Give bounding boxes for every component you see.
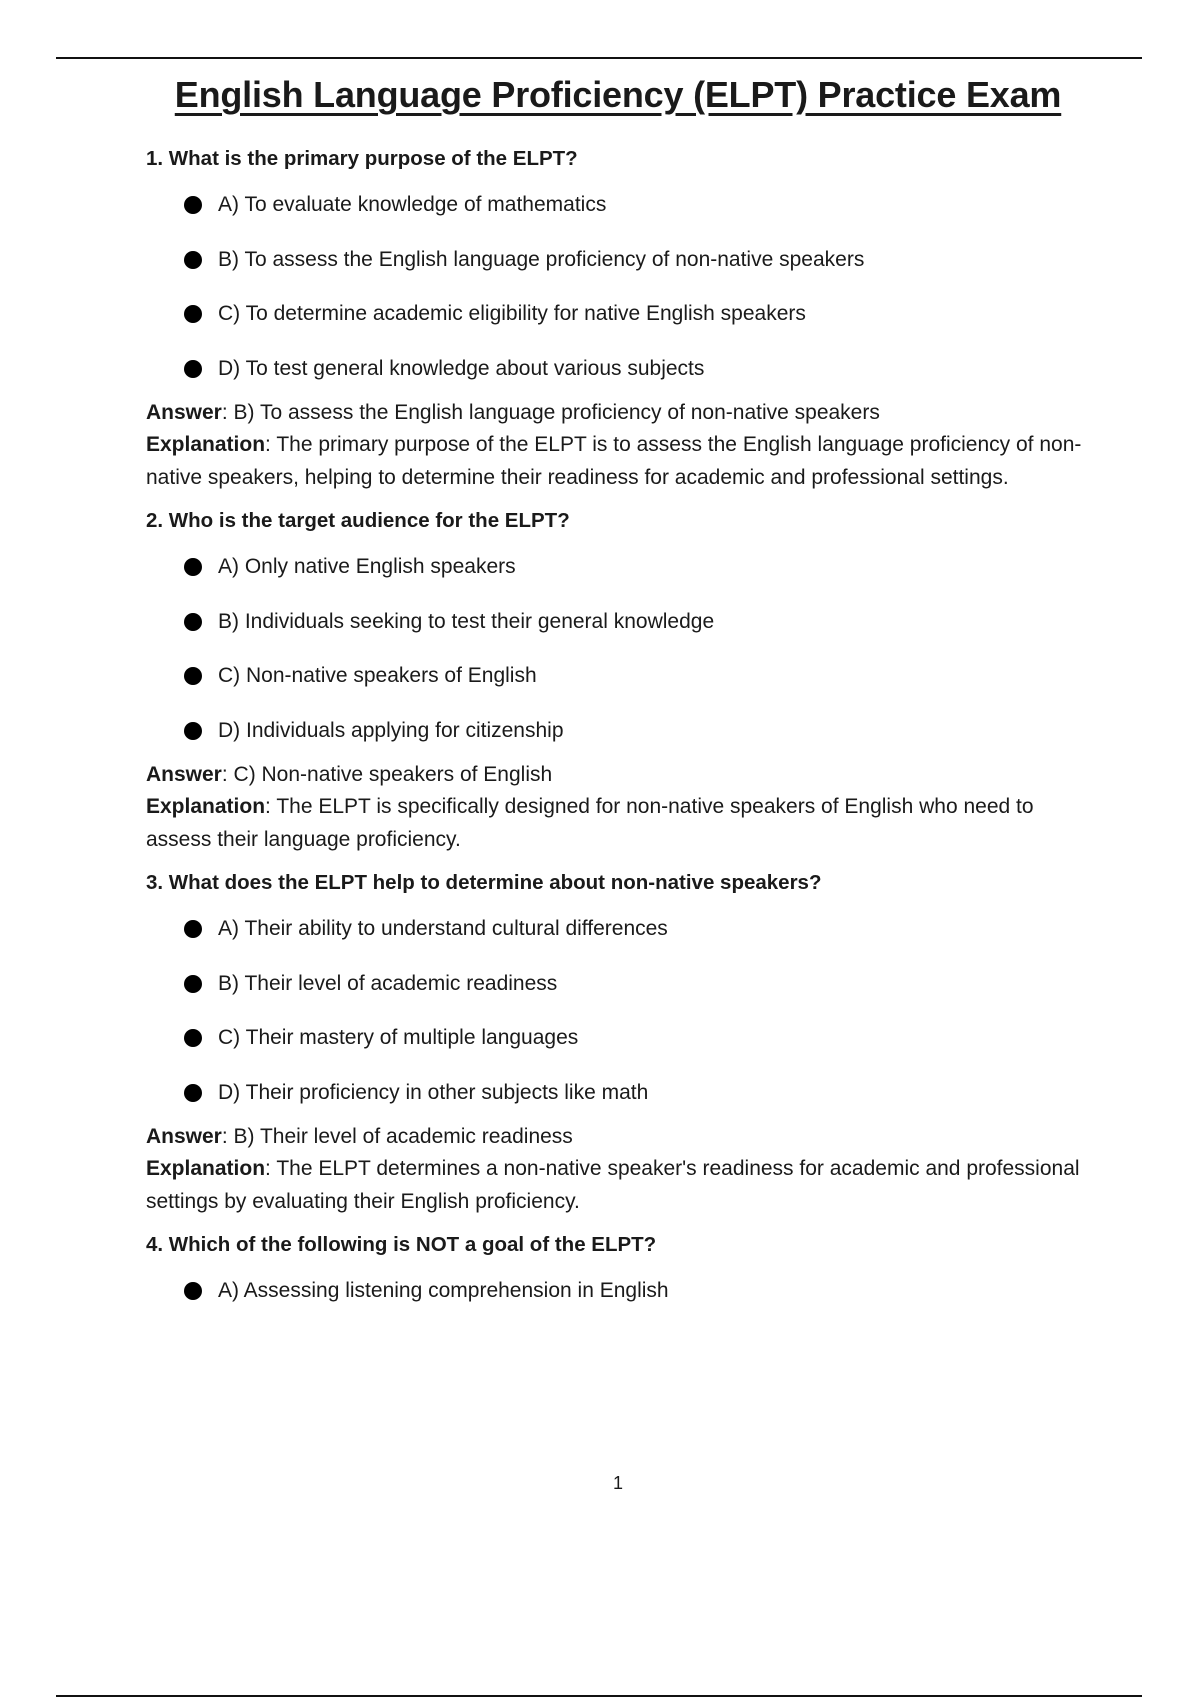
option-text: C) Non-native speakers of English bbox=[218, 664, 537, 687]
explanation-label: Explanation bbox=[146, 433, 266, 456]
answer-text: : B) To assess the English language proficiency of non-native speakers bbox=[221, 400, 880, 424]
bullet-icon bbox=[184, 613, 202, 631]
bullet-icon bbox=[184, 196, 202, 214]
question-block-4 bbox=[146, 1229, 1086, 1330]
option-item bbox=[146, 606, 1086, 661]
question-text: 2. Who is the target audience for the ELPT? bbox=[146, 509, 570, 532]
question-text: 3. What does the ELPT help to determine about non-native speakers? bbox=[146, 871, 822, 894]
page-title: English Language Proficiency (ELPT) Practice Exam bbox=[174, 74, 1062, 115]
question-block-3 bbox=[146, 867, 1086, 1218]
page-number: 1 bbox=[612, 1473, 623, 1493]
option-item bbox=[146, 1275, 1086, 1330]
answer-label: Answer bbox=[146, 400, 222, 424]
option-text: A) To evaluate knowledge of mathematics bbox=[218, 193, 607, 216]
header-rule bbox=[56, 57, 1142, 59]
option-text: C) Their mastery of multiple languages bbox=[218, 1026, 579, 1049]
option-item bbox=[146, 189, 1086, 244]
questions-container bbox=[146, 143, 1086, 1330]
option-item bbox=[146, 244, 1086, 299]
option-text: B) To assess the English language proficiency of non-native speakers bbox=[218, 247, 865, 271]
answer-label: Answer bbox=[146, 1124, 222, 1148]
explanation-text bbox=[146, 1153, 1086, 1218]
option-text: A) Assessing listening comprehension in English bbox=[218, 1279, 669, 1302]
answer-line bbox=[146, 759, 1086, 792]
answer-line bbox=[146, 1121, 1086, 1154]
bullet-icon bbox=[184, 1282, 202, 1300]
explanation-body: : The ELPT determines a non-native speaker's readiness for academic and professional settings by evaluating their English proficiency. bbox=[146, 1157, 1080, 1213]
option-item bbox=[146, 353, 1086, 397]
option-text: A) Their ability to understand cultural differences bbox=[218, 917, 668, 940]
option-item bbox=[146, 298, 1086, 353]
option-text: A) Only native English speakers bbox=[218, 555, 516, 578]
option-item bbox=[146, 1077, 1086, 1121]
answer-label: Answer bbox=[146, 762, 222, 786]
explanation-text bbox=[146, 429, 1086, 494]
option-item bbox=[146, 715, 1086, 759]
explanation-body: : The ELPT is specifically designed for non-native speakers of English who need to assess their language proficiency. bbox=[146, 795, 1034, 851]
option-item bbox=[146, 1022, 1086, 1077]
bullet-icon bbox=[184, 305, 202, 323]
bullet-icon bbox=[184, 722, 202, 740]
option-item bbox=[146, 913, 1086, 968]
question-text: 1. What is the primary purpose of the ELPT? bbox=[146, 147, 578, 170]
bullet-icon bbox=[184, 667, 202, 685]
explanation-label: Explanation bbox=[146, 1157, 266, 1180]
option-text: B) Their level of academic readiness bbox=[218, 971, 558, 995]
footer-rule bbox=[56, 1695, 1142, 1697]
explanation-label: Explanation bbox=[146, 795, 266, 818]
explanation-text bbox=[146, 791, 1086, 856]
option-text: B) Individuals seeking to test their general knowledge bbox=[218, 609, 715, 633]
answer-text: : C) Non-native speakers of English bbox=[221, 762, 553, 786]
answer-line bbox=[146, 397, 1086, 430]
bullet-icon bbox=[184, 975, 202, 993]
answer-text: : B) Their level of academic readiness bbox=[221, 1124, 573, 1148]
bullet-icon bbox=[184, 558, 202, 576]
option-item bbox=[146, 660, 1086, 715]
bullet-icon bbox=[184, 1029, 202, 1047]
explanation-body: : The primary purpose of the ELPT is to assess the English language proficiency of non-native speakers, helping to determine their readiness for academic and professional settings. bbox=[146, 433, 1082, 489]
option-item bbox=[146, 968, 1086, 1023]
bullet-icon bbox=[184, 920, 202, 938]
option-text: D) Their proficiency in other subjects like math bbox=[218, 1080, 649, 1104]
option-text: C) To determine academic eligibility for native English speakers bbox=[218, 302, 806, 325]
question-block-1 bbox=[146, 143, 1086, 494]
bullet-icon bbox=[184, 1084, 202, 1102]
option-text: D) To test general knowledge about various subjects bbox=[218, 356, 705, 380]
bullet-icon bbox=[184, 251, 202, 269]
bullet-icon bbox=[184, 360, 202, 378]
option-item bbox=[146, 551, 1086, 606]
question-block-2 bbox=[146, 505, 1086, 856]
question-text: 4. Which of the following is NOT a goal of the ELPT? bbox=[146, 1233, 657, 1256]
option-text: D) Individuals applying for citizenship bbox=[218, 718, 564, 742]
